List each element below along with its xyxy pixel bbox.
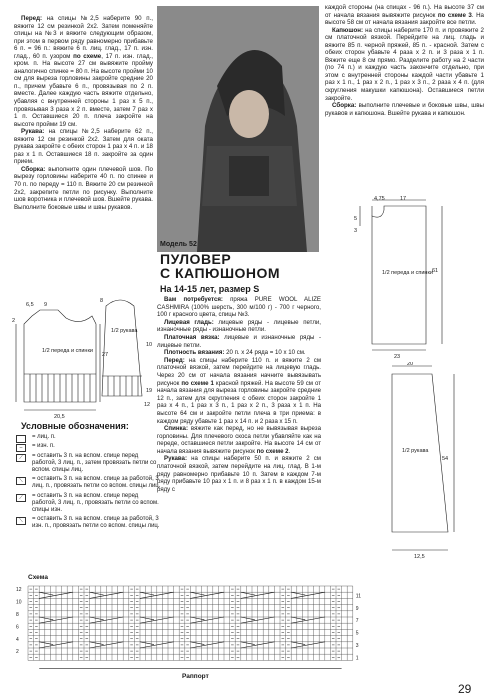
mid-front-label: Перед: <box>164 356 185 364</box>
right-text-column <box>325 4 484 117</box>
legend-item <box>14 476 162 490</box>
face-text: лицевые ряды - лицевые петли, изнаночные ряды - изнаночные петли. <box>157 318 321 334</box>
right-assembly-text: выполните плечевые и боковые швы, швы рукавов и капюшона. Вшейте рукава и капюшон. <box>325 102 484 117</box>
sleeve-ribbing <box>102 376 142 396</box>
chart-title: Схема <box>28 574 49 581</box>
back-paragraph: Спинка: вяжите как перед, но не вывязывая выреза горловины. Для плечевого скоса петли убавляйте как на переде, оставшиеся петли закройте. На высоте 14 см от начала вязания вывяжите рисунок по схеме 2. <box>157 425 321 455</box>
hood-label: Капюшон: <box>332 26 364 34</box>
body-label: 1/2 переда и спинки <box>42 348 93 354</box>
legend-item <box>14 434 162 441</box>
assembly-paragraph <box>14 166 153 211</box>
face-label: Лицевая гладь: <box>164 318 214 326</box>
legend-text: = оставить 3 п. на вспом. спице перед работой, 3 лиц. п., провязать петли со вспом. спицы изн. <box>32 492 159 514</box>
chart-row-number-right: 11 <box>355 593 362 600</box>
sleeve-label: 1/2 рукава <box>402 448 429 454</box>
left-pattern-diagram <box>10 296 158 420</box>
sleeves-text: на спицы №2,5 наберите 62 п., вяжите 12 см резинкой 2х2. Затем для оката рукава закройте с обеих сторон 1 раз х 4 п. и 18 раз х 1 п. Оставшиеся 18 п. закройте за один прием. <box>14 128 153 166</box>
plat-paragraph <box>157 334 321 349</box>
right-sleeve-diagram <box>352 362 462 562</box>
front-text: на спицы №2,5 наберите 90 п., вяжите 12 см резинкой 2х2. Затем поменяйте спицы на №3 и вяжите следующим образом, при этом в первом ряду равномерно прибавьте 6 п. = 96 п.: вяжите 6 п. лиц. глад., 17 п. изн. глад., 60 п. узором <box>14 15 153 60</box>
chart-row-number-right: 7 <box>355 618 359 625</box>
continuation-scheme: по схеме 3 <box>437 11 472 19</box>
dim-label: 4,75 <box>374 196 385 202</box>
plat-label: Платочная вязка: <box>164 333 220 341</box>
assembly-text: выполните один плечевой шов. По вырезу горловины наберите 40 п. по спинке и 70 п. по переду = 110 п. Вяжите 20 см резинкой 2х2, закрепите петли по рисунку. Выполните шов воротника и плечевой шов. Вшейте рукава. Выполните боковые швы и швы рукавов. <box>14 165 153 211</box>
chart-row-number-left: 2 <box>16 649 19 656</box>
back-text: вяжите как перед, но не вывязывая выреза горловины. Для плечевого скоса петли убавляйте как на переде, оставшиеся петли закройте. На высоте 14 см от начала вязания вывяжите рисунок <box>157 425 321 455</box>
chart-row-number-left: 4 <box>16 636 19 643</box>
dim-label: 23 <box>394 354 401 360</box>
density-paragraph <box>157 349 321 357</box>
density-label: Плотность вязания: <box>164 349 225 357</box>
chart-grid <box>28 586 353 660</box>
dim-label: 3 <box>354 228 358 234</box>
mid-front-text-2: красной пряжей. На высоте 59 см от начала вязания для выреза горловины закройте средние 12 п., затем для скругления с обеих сторон закройте 1 раз х 4 п., 1 раз х 3 п., 1 раз х 2 п., 3 раза х 1 п. На высоте 64 см и закройте петли плеча в три приема: в каждом ряду убавьте 1 раз х 14 п. и 2 раза х 15 п. <box>157 379 322 425</box>
front-paragraph <box>14 15 153 128</box>
legend-item <box>14 516 162 530</box>
back-label: Спинка: <box>164 425 188 433</box>
right-body-diagram <box>352 196 452 346</box>
legend-title: Условные обозначения: <box>21 421 129 431</box>
right-body-width <box>352 346 452 360</box>
mid-sleeves-text: на спицы наберите 50 п. и вяжите 2 см платочной вязкой, затем перейдите на лиц. глад. В 1-м ряду равномерно прибавьте 10 п. Затем в каждом 7-м ряду прибавьте 10 раз х 1 п. и 8 раз х 1 п. в каждом 15-м ряду с <box>157 455 322 493</box>
rapport-label: Раппорт <box>182 673 209 680</box>
chart-row-number-right: 9 <box>355 605 359 612</box>
materials-text: пряжа PURE WOOL ALIZE CASHMIRA (100% шерсть, 300 м/100 г) - 700 г черного, 100 г красного цвета, спицы №3. <box>157 296 321 319</box>
right-assembly-label: Сборка: <box>332 102 357 110</box>
dim-label: 8 <box>100 298 104 304</box>
mid-sleeves-paragraph <box>157 455 321 493</box>
continuation-paragraph <box>325 4 484 27</box>
dim-label: 10 <box>146 342 153 348</box>
dim-label: 61 <box>432 268 439 274</box>
dim-label: 54 <box>442 456 449 462</box>
legend-text: = оставить 3 п. на вспом. спице перед работой, 3 лиц. п., затем провязать петли со вспом. спицы лиц. <box>32 452 157 474</box>
dim-label: 5 <box>354 216 358 222</box>
mid-front-scheme: по схеме 1 <box>181 379 214 387</box>
chart-row-number-right: 5 <box>355 630 359 637</box>
continuation-text: каждой стороны (на спицах - 96 п.). На высоте 37 см от начала вязания вывяжите рисунок <box>325 4 484 19</box>
mid-front-paragraph <box>157 357 321 425</box>
front-text-2: , 17 п. изн. глад., кром. п. На высоте 27 см вывяжите пройму аналогично спинке = 80 п. На высоте пройми 10 см для выреза горловины закройте средние 20 п., причем убавьте 6 п., провязывая по 2 п. вместе. Далее каждую часть вяжите отдельно, убавляя с внутренней стороны 1 раз х 5 п., провязывая 3 раза х 2 п. вместе, затем 7 раз х 1 п. Оставшиеся 20 п. плеча закройте на высоте пройми 19 см. <box>14 52 153 128</box>
left-text-column <box>14 15 153 211</box>
dim-label: 19 <box>146 388 153 394</box>
materials-label: Вам потребуется: <box>164 296 223 303</box>
legend-symbol: ⟋ <box>16 494 26 502</box>
model-title-line-1: ПУЛОВЕР <box>160 251 232 267</box>
dim-label: 17 <box>400 196 407 202</box>
dim-label: 9 <box>44 302 48 308</box>
hood-text: на спицы наберите 170 п. и провяжите 2 см платочной вязкой. Перейдите на лиц. гладь и вяжите 85 п. черной пряжей, 85 п. - красной. Затем с обеих сторон убавьте 4 раза х 2 п. и 3 раза х 1 п. Вяжите еще 8 см прямо. Разделите работу на 2 части (по 74 п.) и каждую часть закончите отдельно, при этом с внутренней стороны каждой части убавьте 1 раз х 1 п., 1 раз х 2 п., 1 раз х 3 п., 2 раза х 4 п. (для скругления макушки капюшона). Оставшиеся петли закройте. <box>325 26 484 102</box>
plat-text: лицевые и изнаночные ряды - лицевые петли. <box>157 333 321 349</box>
legend <box>14 423 162 533</box>
legend-text: = оставить 3 п. на вспом. спице за работой, 3 лиц. п., провязать петли со вспом. спицы лиц. <box>32 476 161 490</box>
assembly-label: Сборка: <box>21 165 46 173</box>
continuation-text-2: . На высоте 58 см от начала вязания закройте все петли. <box>325 11 484 27</box>
dim-label: 12,5 <box>414 554 425 560</box>
chart-row-number-right: 1 <box>355 655 359 662</box>
legend-item <box>14 443 162 450</box>
dim-label: 6,5 <box>26 302 34 308</box>
front-label: Перед: <box>21 15 43 22</box>
model-photo <box>157 6 319 252</box>
legend-text: = оставить 3 п. на вспом. спице за работой, 3 изн. п., провязать петли со вспом. спицы лиц. <box>32 516 160 530</box>
legend-symbol <box>16 435 26 443</box>
dim-label: 27 <box>102 352 109 358</box>
page-number: 29 <box>458 682 472 696</box>
legend-symbol: ⟍ <box>16 477 26 485</box>
back-scheme: по схеме 2 <box>256 447 289 455</box>
hood-paragraph <box>325 27 484 102</box>
model-title-line-2: С КАПЮШОНОМ <box>160 265 281 281</box>
mid-front-text: на спицы наберите 110 п. и вяжите 2 см платочной вязкой, затем перейдите на лицевую гладь. Через 20 см от начала вязания начните вывязывать рисунок <box>157 356 322 387</box>
chart-row-number-left: 8 <box>16 612 19 618</box>
knitting-chart <box>14 582 394 674</box>
model-title <box>160 252 280 280</box>
chart-row-number-left: 10 <box>16 599 22 606</box>
legend-symbol: ⟍ <box>16 517 26 525</box>
model-number: Модель 52 <box>160 241 197 248</box>
sleeves-label: Рукава: <box>21 128 45 136</box>
body-label: 1/2 переда и спинки <box>382 270 433 276</box>
sleeve-label: 1/2 рукава <box>111 328 138 334</box>
right-assembly-paragraph <box>325 102 484 117</box>
materials-paragraph <box>157 296 321 319</box>
body-ribbing <box>24 374 96 402</box>
legend-symbol: ⟋ <box>16 454 26 462</box>
density-text: 20 п. х 24 ряда = 10 х 10 см. <box>226 349 306 357</box>
chart-row-number-right: 3 <box>355 643 359 649</box>
chart-row-number-left: 6 <box>16 624 19 631</box>
legend-symbol: – <box>16 444 26 452</box>
legend-text: = лиц. п. <box>32 434 56 441</box>
dim-label: 20 <box>407 362 414 367</box>
face-paragraph <box>157 319 321 334</box>
legend-item <box>14 493 162 515</box>
dim-label: 12 <box>144 402 151 408</box>
dim-label: 20,5 <box>54 414 65 420</box>
middle-text-column <box>157 296 321 493</box>
legend-item <box>14 453 162 475</box>
sleeves-paragraph <box>14 128 153 166</box>
chart-row-number-left: 12 <box>16 587 22 594</box>
legend-text: = изн. п. <box>32 443 55 450</box>
mid-sleeves-label: Рукава: <box>164 455 187 463</box>
photo-illustration <box>157 6 319 252</box>
front-scheme-ref: по схеме <box>73 52 102 60</box>
model-size: На 14-15 лет, размер S <box>160 284 260 294</box>
dim-label: 2 <box>12 318 16 324</box>
